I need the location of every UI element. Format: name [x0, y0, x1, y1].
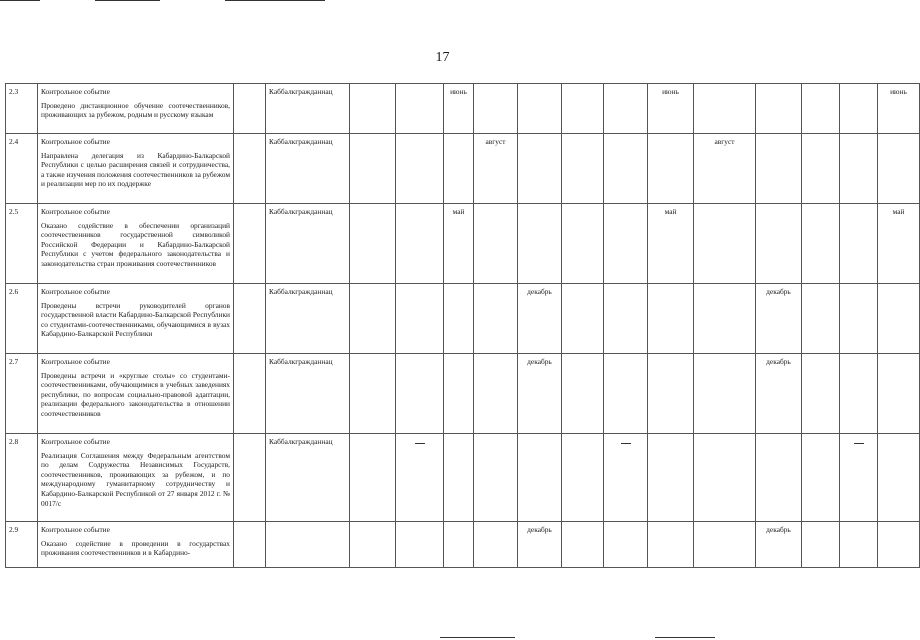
scan-artifact-line — [225, 0, 325, 1]
schedule-cell — [756, 84, 802, 134]
schedule-cell — [444, 434, 474, 522]
scan-artifact-line — [95, 0, 160, 1]
schedule-cell — [562, 204, 604, 284]
event-title: Контрольное событие — [41, 207, 110, 216]
executor-cell: Каббалкгражданнац — [266, 284, 350, 354]
empty-cell — [234, 354, 266, 434]
schedule-cell — [756, 434, 802, 522]
schedule-cell — [604, 134, 648, 204]
schedule-cell — [840, 522, 878, 568]
table-row — [6, 204, 920, 284]
event-cell — [38, 204, 234, 284]
schedule-cell — [444, 354, 474, 434]
row-number: 2.9 — [6, 522, 38, 568]
schedule-month: июнь — [648, 84, 694, 134]
schedule-cell — [604, 204, 648, 284]
empty-cell — [234, 284, 266, 354]
schedule-cell — [396, 204, 444, 284]
schedule-cell — [756, 134, 802, 204]
dash-mark — [604, 434, 648, 522]
scan-artifact-line — [440, 637, 515, 638]
schedule-month: август — [474, 134, 518, 204]
scan-artifact-line — [655, 637, 715, 638]
table-row — [6, 284, 920, 354]
schedule-cell — [840, 354, 878, 434]
schedule-cell — [802, 204, 840, 284]
schedule-cell — [562, 354, 604, 434]
schedule-cell — [840, 284, 878, 354]
table-row — [6, 522, 920, 568]
event-description: Оказано содействие в проведении в государствах проживания соотечественников и в Кабардино- — [41, 538, 230, 558]
table-row — [6, 354, 920, 434]
event-cell — [38, 284, 234, 354]
event-title: Контрольное событие — [41, 525, 110, 534]
event-description: Проведено дистанционное обучение соотечественников, проживающих за рубежом, родным и русскому языкам — [41, 100, 230, 120]
schedule-cell — [648, 284, 694, 354]
row-number: 2.7 — [6, 354, 38, 434]
schedule-month: май — [878, 204, 920, 284]
schedule-cell — [694, 354, 756, 434]
schedule-cell — [604, 284, 648, 354]
empty-cell — [234, 204, 266, 284]
schedule-cell — [878, 354, 920, 434]
schedule-month: декабрь — [756, 522, 802, 568]
row-number: 2.6 — [6, 284, 38, 354]
schedule-cell — [350, 204, 396, 284]
executor-cell: Каббалкгражданнац — [266, 204, 350, 284]
event-description: Проведены встречи руководителей органов государственной власти Кабардино-Балкарской Республики со студентами-соотечественниками, обучающимися в вузах Кабардино-Балкарской Республики — [41, 300, 230, 339]
schedule-cell — [802, 354, 840, 434]
schedule-month: декабрь — [518, 522, 562, 568]
table-row — [6, 134, 920, 204]
schedule-cell — [474, 354, 518, 434]
row-number: 2.4 — [6, 134, 38, 204]
row-number: 2.8 — [6, 434, 38, 522]
schedule-cell — [802, 84, 840, 134]
schedule-cell — [694, 284, 756, 354]
executor-cell: Каббалкгражданнац — [266, 134, 350, 204]
schedule-month: декабрь — [518, 354, 562, 434]
executor-cell: Каббалкгражданнац — [266, 434, 350, 522]
schedule-cell — [878, 434, 920, 522]
schedule-cell — [474, 522, 518, 568]
empty-cell — [234, 134, 266, 204]
schedule-cell — [474, 84, 518, 134]
schedule-cell — [350, 84, 396, 134]
scan-artifact-line — [0, 0, 40, 1]
event-title: Контрольное событие — [41, 137, 110, 146]
schedule-month: июнь — [878, 84, 920, 134]
schedule-cell — [444, 134, 474, 204]
schedule-cell — [840, 134, 878, 204]
table-row — [6, 434, 920, 522]
table-row — [6, 84, 920, 134]
event-title: Контрольное событие — [41, 87, 110, 96]
schedule-cell — [802, 522, 840, 568]
schedule-month: декабрь — [756, 354, 802, 434]
schedule-cell — [604, 522, 648, 568]
schedule-cell — [518, 84, 562, 134]
row-number: 2.5 — [6, 204, 38, 284]
event-description: Проведены встречи и «круглые столы» со студентами-соотечественниками, обучающимися в учебных заведениях республики, по вопросам социально-правовой адаптации, реализации федерального законодательства в отношении соотечественников — [41, 370, 230, 418]
dash-line — [621, 443, 631, 444]
plan-table-wrapper — [5, 83, 920, 568]
empty-cell — [234, 434, 266, 522]
schedule-cell — [840, 204, 878, 284]
schedule-cell — [562, 522, 604, 568]
schedule-month: декабрь — [756, 284, 802, 354]
event-description: Направлена делегация из Кабардино-Балкарской Республики с целью расширения связей и сотрудничества, а также изучения положения соотечественников за рубежом и реализации мер по их поддержке — [41, 150, 230, 189]
event-title: Контрольное событие — [41, 437, 110, 446]
schedule-cell — [604, 84, 648, 134]
schedule-cell — [648, 134, 694, 204]
schedule-cell — [396, 84, 444, 134]
schedule-month: июнь — [444, 84, 474, 134]
row-number: 2.3 — [6, 84, 38, 134]
executor-cell — [266, 522, 350, 568]
schedule-cell — [350, 284, 396, 354]
schedule-cell — [444, 284, 474, 354]
schedule-cell — [474, 434, 518, 522]
schedule-month: май — [444, 204, 474, 284]
schedule-cell — [396, 284, 444, 354]
schedule-cell — [396, 522, 444, 568]
schedule-cell — [878, 134, 920, 204]
plan-table — [5, 83, 920, 568]
schedule-cell — [840, 84, 878, 134]
empty-cell — [234, 84, 266, 134]
event-description: Оказано содействие в обеспечении организаций соотечественников государственной символикой Российской Федерации и Кабардино-Балкарской Республики с учетом федерального законодательства и законодательства стран проживания соотечественников — [41, 220, 230, 268]
schedule-cell — [694, 434, 756, 522]
schedule-month: декабрь — [518, 284, 562, 354]
schedule-cell — [802, 434, 840, 522]
schedule-cell — [604, 354, 648, 434]
schedule-cell — [648, 522, 694, 568]
event-cell — [38, 354, 234, 434]
schedule-cell — [562, 134, 604, 204]
schedule-cell — [756, 204, 802, 284]
dash-line — [854, 443, 864, 444]
schedule-month: май — [648, 204, 694, 284]
schedule-cell — [396, 134, 444, 204]
schedule-cell — [518, 134, 562, 204]
schedule-cell — [474, 204, 518, 284]
schedule-cell — [878, 284, 920, 354]
schedule-cell — [694, 522, 756, 568]
schedule-cell — [474, 284, 518, 354]
dash-line — [415, 443, 425, 444]
event-cell — [38, 434, 234, 522]
event-description: Реализация Соглашения между Федеральным агентством по делам Содружества Независимых Государств, соотечественников, проживающих за рубежом, и по международному гуманитарному сотрудничеству и Кабардино-Балкарской Республикой от 27 января 2012 г. № 0017/с — [41, 450, 230, 508]
event-cell — [38, 84, 234, 134]
executor-cell: Каббалкгражданнац — [266, 354, 350, 434]
schedule-cell — [396, 354, 444, 434]
event-title: Контрольное событие — [41, 357, 110, 366]
schedule-cell — [562, 84, 604, 134]
schedule-cell — [350, 134, 396, 204]
empty-cell — [234, 522, 266, 568]
plan-table-body — [6, 84, 920, 568]
schedule-cell — [518, 434, 562, 522]
event-cell — [38, 134, 234, 204]
schedule-cell — [350, 354, 396, 434]
schedule-cell — [802, 284, 840, 354]
schedule-cell — [648, 354, 694, 434]
dash-mark — [396, 434, 444, 522]
event-cell — [38, 522, 234, 568]
schedule-cell — [694, 204, 756, 284]
event-title: Контрольное событие — [41, 287, 110, 296]
schedule-cell — [802, 134, 840, 204]
executor-cell: Каббалкгражданнац — [266, 84, 350, 134]
schedule-cell — [444, 522, 474, 568]
schedule-cell — [648, 434, 694, 522]
schedule-cell — [350, 434, 396, 522]
schedule-cell — [350, 522, 396, 568]
page-number: 17 — [435, 50, 450, 65]
schedule-cell — [562, 284, 604, 354]
schedule-cell — [878, 522, 920, 568]
schedule-cell — [518, 204, 562, 284]
schedule-cell — [562, 434, 604, 522]
schedule-cell — [694, 84, 756, 134]
schedule-month: август — [694, 134, 756, 204]
dash-mark — [840, 434, 878, 522]
